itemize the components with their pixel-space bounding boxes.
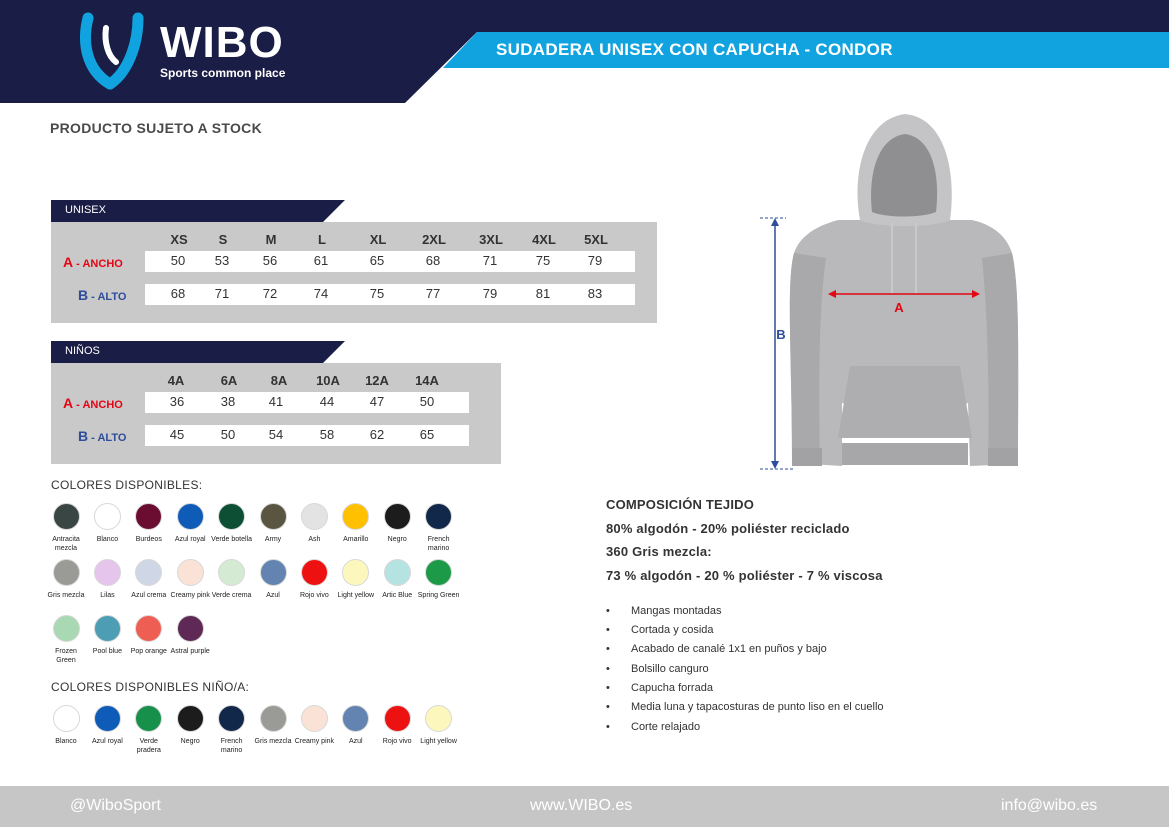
color-name: Army	[264, 536, 282, 543]
color-dot	[53, 705, 80, 732]
cell-value: 75	[535, 253, 551, 268]
color-name: Pool blue	[92, 648, 122, 655]
color-swatch	[335, 559, 377, 600]
color-dot	[94, 503, 121, 530]
colors-adult-title: COLORES DISPONIBLES:	[51, 478, 203, 492]
feature-text: Corte relajado	[631, 721, 701, 733]
kids-row-a	[145, 392, 469, 413]
cell-value: 41	[268, 394, 284, 409]
size-header: 5XL	[584, 232, 608, 247]
color-swatch	[45, 559, 87, 600]
row-b-text: - ALTO	[88, 432, 127, 444]
color-name: Creamy pink	[294, 738, 335, 745]
color-swatch	[128, 615, 170, 656]
color-swatch	[335, 705, 377, 746]
color-swatch	[293, 559, 335, 600]
color-swatch	[128, 705, 170, 755]
color-name: Verde crema	[211, 592, 252, 599]
cell-value: 53	[214, 253, 230, 268]
color-dot	[425, 705, 452, 732]
color-dot	[177, 705, 204, 732]
color-name: Azul	[266, 592, 280, 599]
color-swatch	[293, 503, 335, 544]
cell-value: 71	[214, 286, 230, 301]
color-swatch	[211, 705, 253, 755]
color-swatch	[169, 615, 211, 656]
row-b-label	[78, 428, 126, 444]
size-header: 6A	[220, 373, 238, 388]
cell-value: 71	[482, 253, 498, 268]
feature-text: Bolsillo canguro	[631, 663, 709, 675]
cell-value: 72	[262, 286, 278, 301]
cell-value: 65	[369, 253, 385, 268]
color-swatch	[86, 615, 128, 656]
cell-value: 68	[170, 286, 186, 301]
cell-value: 79	[587, 253, 603, 268]
composition-line-1: 80% algodón - 20% poliéster reciclado	[606, 521, 850, 536]
cell-value: 68	[425, 253, 441, 268]
size-header: 4A	[167, 373, 185, 388]
color-swatch	[376, 503, 418, 544]
row-b-label	[78, 287, 126, 303]
size-header: 8A	[270, 373, 288, 388]
color-name: Azul royal	[92, 738, 123, 745]
color-dot	[177, 615, 204, 642]
color-dot	[135, 559, 162, 586]
cell-value: 36	[169, 394, 185, 409]
size-header: S	[218, 232, 228, 247]
color-name: Pop orange	[130, 648, 167, 655]
row-a-text: - ANCHO	[73, 399, 123, 411]
color-dot	[342, 705, 369, 732]
unisex-table-tab	[51, 200, 345, 222]
cell-value: 45	[169, 427, 185, 442]
cell-value: 50	[419, 394, 435, 409]
color-name: Verde botella	[211, 536, 253, 543]
color-swatch	[376, 559, 418, 600]
color-dot	[425, 503, 452, 530]
color-name: Azul royal	[174, 536, 206, 543]
row-b-letter: B	[78, 428, 89, 444]
color-swatch	[418, 559, 460, 600]
cell-value: 83	[587, 286, 603, 301]
row-a-letter: A	[63, 395, 74, 411]
cell-value: 58	[319, 427, 335, 442]
color-swatch	[86, 559, 128, 600]
row-b-letter: B	[78, 287, 89, 303]
color-dot	[218, 503, 245, 530]
color-dot	[135, 705, 162, 732]
color-dot	[384, 559, 411, 586]
color-dot	[53, 615, 80, 642]
cell-value: 50	[170, 253, 186, 268]
color-name: Burdeos	[135, 536, 162, 543]
color-name: Verde pradera	[136, 738, 161, 754]
cell-value: 38	[220, 394, 236, 409]
color-name: Azul	[348, 738, 363, 745]
color-dot	[342, 559, 369, 586]
color-dot	[135, 503, 162, 530]
kids-size-table	[51, 341, 501, 464]
color-dot	[94, 559, 121, 586]
color-dot	[301, 705, 328, 732]
color-name: Amarillo	[343, 536, 369, 543]
unisex-row-a	[145, 251, 635, 272]
composition-title: COMPOSICIÓN TEJIDO	[606, 497, 755, 512]
color-name: Light yellow	[337, 592, 375, 599]
color-name: Antracita mezcla	[52, 536, 80, 552]
color-dot	[94, 705, 121, 732]
stock-note: PRODUCTO SUJETO A STOCK	[50, 120, 263, 136]
unisex-row-b	[145, 284, 635, 305]
color-name: Artic Blue	[382, 592, 413, 599]
composition-line-3: 73 % algodón - 20 % poliéster - 7 % viscosa	[606, 568, 883, 583]
row-a-letter: A	[63, 254, 74, 270]
unisex-size-table	[51, 200, 657, 324]
color-dot	[218, 559, 245, 586]
color-name: Blanco	[55, 738, 77, 745]
color-name: Light yellow	[420, 738, 457, 745]
logo-wordmark: WIBO	[160, 18, 284, 67]
unisex-tab-label: UNISEX	[65, 204, 106, 216]
measure-b-label: B	[776, 327, 786, 342]
header	[0, 0, 1169, 103]
size-header: L	[318, 232, 326, 247]
color-dot	[384, 705, 411, 732]
color-swatch	[252, 503, 294, 544]
cell-value: 62	[369, 427, 385, 442]
row-b-text: - ALTO	[88, 291, 127, 303]
color-swatch	[418, 705, 460, 746]
measure-b-arrow	[760, 218, 794, 469]
color-name: Azul crema	[131, 592, 167, 599]
color-dot	[53, 503, 80, 530]
color-dot	[218, 705, 245, 732]
color-name: Blanco	[96, 536, 119, 543]
color-swatch	[418, 503, 460, 553]
cell-value: 50	[220, 427, 236, 442]
cell-value: 75	[369, 286, 385, 301]
color-dot	[53, 559, 80, 586]
color-name: Frozen Green	[55, 648, 77, 664]
size-header: XS	[170, 232, 188, 247]
color-dot	[425, 559, 452, 586]
footer-email-link[interactable]: info@wibo.es	[1001, 797, 1098, 814]
size-header: 10A	[316, 373, 340, 388]
color-swatch	[252, 559, 294, 600]
cell-value: 54	[268, 427, 284, 442]
hoodie-measurement-diagram	[750, 108, 1050, 478]
row-a-label	[63, 254, 123, 270]
color-swatch	[293, 705, 335, 746]
size-header: 12A	[365, 373, 389, 388]
cell-value: 79	[482, 286, 498, 301]
size-header: M	[265, 232, 277, 247]
color-dot	[94, 615, 121, 642]
color-name: French marino	[427, 536, 450, 552]
color-name: Negro	[387, 536, 407, 543]
color-swatch	[169, 705, 211, 746]
feature-text: Mangas montadas	[631, 605, 722, 617]
cell-value: 77	[425, 286, 441, 301]
row-a-label	[63, 395, 123, 411]
composition-line-2: 360 Gris mezcla:	[606, 544, 712, 559]
size-header: 4XL	[532, 232, 556, 247]
cell-value: 47	[369, 394, 385, 409]
cell-value: 61	[313, 253, 329, 268]
size-header: 3XL	[479, 232, 503, 247]
footer-social-link[interactable]: @WiboSport	[70, 797, 161, 814]
color-swatch	[45, 615, 87, 665]
feature-text: Capucha forrada	[631, 682, 713, 694]
kids-tab-label: NIÑOS	[65, 345, 100, 357]
color-dot	[384, 503, 411, 530]
size-header: 2XL	[422, 232, 446, 247]
cell-value: 74	[313, 286, 329, 301]
color-dot	[301, 559, 328, 586]
colors-kids-title: COLORES DISPONIBLES NIÑO/A:	[51, 680, 250, 694]
color-swatch	[211, 559, 253, 600]
cell-value: 81	[535, 286, 551, 301]
color-swatch	[86, 705, 128, 746]
footer	[0, 786, 1169, 827]
color-swatch	[376, 705, 418, 746]
size-header: 14A	[415, 373, 439, 388]
footer-web-link[interactable]: www.WIBO.es	[530, 797, 633, 814]
color-swatch	[252, 705, 294, 746]
color-dot	[177, 503, 204, 530]
color-dot	[135, 615, 162, 642]
color-name: Negro	[180, 738, 200, 745]
product-title: SUDADERA UNISEX CON CAPUCHA - CONDOR	[496, 40, 893, 59]
color-name: Spring Green	[417, 592, 460, 599]
feature-text: Cortada y cosida	[631, 624, 714, 636]
wibo-logo-icon	[80, 12, 150, 90]
color-dot	[260, 705, 287, 732]
unisex-table-body	[51, 222, 657, 323]
measure-a-label: A	[894, 300, 904, 315]
row-a-text: - ANCHO	[73, 258, 123, 270]
color-name: Ash	[308, 536, 321, 543]
cell-value: 65	[419, 427, 435, 442]
color-name: Creamy pink	[170, 592, 210, 599]
kids-table-body	[51, 363, 501, 464]
color-swatch	[128, 559, 170, 600]
feature-text: Media luna y tapacosturas de punto liso en el cuello	[631, 701, 884, 713]
feature-text: Acabado de canalé 1x1 en puños y bajo	[631, 643, 827, 655]
cell-value: 56	[262, 253, 278, 268]
color-swatch	[169, 559, 211, 600]
color-swatch	[45, 503, 87, 553]
cell-value: 44	[319, 394, 335, 409]
color-swatch	[211, 503, 253, 544]
color-swatch	[335, 503, 377, 544]
color-dot	[301, 503, 328, 530]
color-dot	[177, 559, 204, 586]
logo-tagline: Sports common place	[160, 66, 286, 80]
color-name: Rojo vivo	[382, 738, 412, 745]
color-swatch	[86, 503, 128, 544]
color-name: Rojo vivo	[299, 592, 329, 599]
color-dot	[260, 503, 287, 530]
color-dot	[342, 503, 369, 530]
color-name: Gris mezcla	[47, 592, 85, 599]
color-swatch	[45, 705, 87, 746]
color-name: Astral purple	[170, 648, 210, 655]
color-name: Gris mezcla	[254, 738, 292, 745]
color-dot	[260, 559, 287, 586]
kids-row-b	[145, 425, 469, 446]
size-header: XL	[369, 232, 387, 247]
kids-table-tab	[51, 341, 345, 363]
color-swatch	[128, 503, 170, 544]
color-name: French marino	[220, 738, 243, 754]
color-name: Lilas	[100, 592, 115, 599]
color-swatch	[169, 503, 211, 544]
hoodie-image	[790, 114, 1018, 466]
